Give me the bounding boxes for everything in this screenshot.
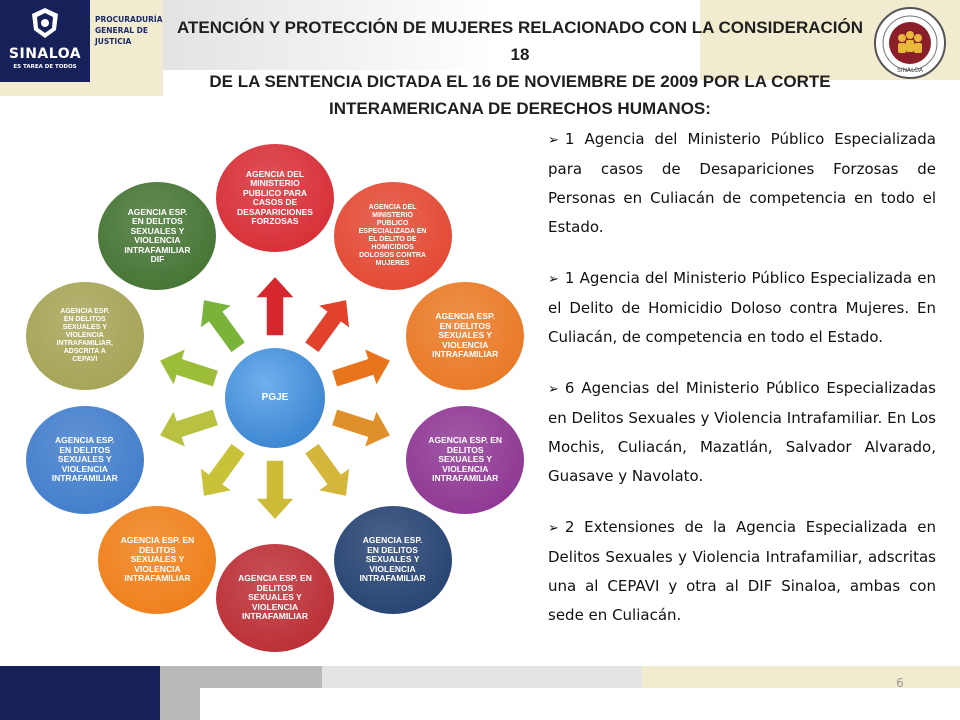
agency-node-label-line: INTRAFAMILIAR (432, 349, 499, 360)
agency-node-2 (334, 182, 452, 290)
agency-node-label (121, 536, 195, 584)
agency-node-label-line: DOLOSOS CONTRA (359, 252, 426, 260)
footer-navy-block (0, 666, 160, 720)
agency-node-label-line: EN DELITOS (63, 316, 106, 324)
agency-node-label-line: CASOS DE (252, 197, 298, 207)
agency-bullet-list (548, 125, 936, 652)
agency-node-label-line: ADSCRITA A (63, 348, 106, 356)
agency-node-label-line: INTRAFAMILIAR, (56, 340, 113, 348)
arrow-9 (159, 348, 219, 387)
seal-text: SINALOA (896, 67, 924, 74)
agency-node-4 (406, 406, 524, 514)
agency-node-label-line: EN DELITOS (132, 216, 183, 227)
agency-node-label-line: VIOLENCIA (61, 463, 108, 474)
agency-node-label-line: AGENCIA DEL (245, 168, 305, 179)
bullet-item-2 (548, 264, 936, 352)
agency-node-label-line: HOMICIDIOS (371, 244, 414, 252)
agency-node-label-line: VIOLENCIA (134, 563, 181, 574)
agency-node-label-line: DELITOS (139, 544, 176, 555)
page-title (168, 14, 872, 122)
arrow-1 (255, 276, 295, 336)
agency-node-label-line: AGENCIA ESP. (435, 311, 495, 322)
agency-node-label (428, 436, 502, 484)
agency-node-label-line: VIOLENCIA (251, 601, 299, 612)
agency-node-label-line: MUJERES (375, 260, 410, 268)
agency-node-label (57, 308, 113, 364)
agency-node-label-line: CEPAVI (72, 356, 98, 364)
agency-node-label-line: FORZOSAS (251, 216, 299, 226)
agency-node-3 (406, 282, 524, 390)
agency-node-label-line: INTRAFAMILIAR (51, 473, 118, 484)
arrow-3 (331, 348, 391, 387)
agency-node-label-line: DIF (150, 254, 165, 265)
agency-node-label (359, 204, 427, 268)
agency-node-label-line: MINISTERIO (372, 212, 413, 220)
arrow-6 (255, 460, 295, 520)
agency-node-label-line: VIOLENCIA (442, 463, 489, 474)
agency-node-label-line: AGENCIA ESP. (362, 535, 423, 546)
org-line-1: PROCURADURÍA (95, 15, 163, 24)
agency-node-label-line: INTRAFAMILIAR (124, 573, 191, 584)
agency-node-label-line: AGENCIA ESP. EN (238, 573, 312, 584)
logo-tagline: ES TAREA DE TODOS (13, 64, 77, 70)
agency-node-6 (216, 544, 334, 652)
sinaloa-logo (0, 0, 90, 82)
org-line-3: JUSTICIA (95, 37, 132, 46)
agency-cycle-diagram (10, 130, 530, 660)
agency-node-label-line: AGENCIA ESP. EN (120, 535, 195, 546)
arrow-bullet-icon: ➢ (548, 521, 559, 536)
agency-node-label-line: MINISTERIO (250, 178, 300, 188)
agency-node-label-line: PUBLICO PARA (242, 187, 308, 198)
agency-node-7 (98, 506, 216, 614)
org-line-2: GENERAL DE (95, 26, 148, 35)
page-number: 6 (896, 676, 904, 690)
agency-node-label-line: SEXUALES Y (62, 324, 107, 332)
logo-name: SINALOA (8, 46, 82, 62)
agency-node-label-line: SEXUALES Y (57, 454, 112, 465)
agency-node-label-line: EN DELITOS (439, 320, 491, 331)
agency-node-1 (216, 144, 334, 252)
organization-name (95, 14, 163, 47)
agency-node-label (238, 574, 312, 622)
agency-node-label-line: SEXUALES Y (365, 554, 420, 565)
agency-node-9 (26, 282, 144, 390)
bullet-text: 2 Extensiones de la Agencia Especializada en Delitos Sexuales y Violencia Intrafamiliar, adscritas una al CEPAVI y otra al DIF Sinaloa, ambas con sede en Culiacán. (548, 518, 936, 624)
agency-node-label-line: EL DELITO DE (368, 236, 417, 244)
arrow-8 (159, 409, 219, 448)
agency-node-label (124, 208, 190, 265)
institution-seal-icon (873, 6, 947, 80)
arrow-bullet-icon: ➢ (548, 382, 559, 397)
footer-bar (0, 666, 960, 720)
agency-node-label (359, 536, 425, 584)
agency-node-8 (26, 406, 144, 514)
agency-node-label-line: INTRAFAMILIAR (359, 573, 426, 584)
arrow-4 (331, 409, 391, 448)
center-node-pgje (225, 348, 325, 448)
agency-node-label-line: SEXUALES Y (438, 330, 493, 341)
bullet-item-1 (548, 125, 936, 242)
agency-node-5 (334, 506, 452, 614)
agency-node-label-line: VIOLENCIA (369, 563, 416, 574)
agency-node-label-line: INTRAFAMILIAR (124, 244, 191, 255)
arrow-5 (304, 443, 350, 497)
agency-node-label-line: AGENCIA ESP. EN (428, 435, 503, 446)
title-line-1: ATENCIÓN Y PROTECCIÓN DE MUJERES RELACIONADO CON LA CONSIDERACIÓN 18 (176, 18, 864, 64)
agency-node-label-line: VIOLENCIA (134, 235, 181, 246)
footer-white-strip (200, 688, 960, 720)
agency-node-label-line: SEXUALES Y (248, 592, 302, 603)
agency-node-label-line: INTRAFAMILIAR (241, 611, 309, 622)
agency-node-label-line: ESPECIALIZADA EN (358, 228, 427, 236)
arrow-7 (200, 443, 246, 497)
agency-node-label-line: AGENCIA ESP. (60, 308, 110, 316)
arrow-10 (200, 299, 246, 353)
agency-node-label-line: PUBLICO (376, 220, 409, 228)
arrow-bullet-icon: ➢ (548, 272, 559, 287)
agency-node-label-line: INTRAFAMILIAR (432, 473, 499, 484)
agency-node-label-line: EN DELITOS (59, 444, 111, 455)
agency-node-label-line: DELITOS (446, 444, 484, 455)
agency-node-label-line: VIOLENCIA (65, 332, 104, 340)
center-node-label: PGJE (261, 392, 289, 404)
agency-node-label (237, 170, 313, 227)
agency-node-label (52, 436, 118, 484)
agency-node-label-line: EN DELITOS (367, 544, 418, 555)
agency-node-10 (98, 182, 216, 290)
arrow-2 (304, 299, 350, 353)
bullet-text: 6 Agencias del Ministerio Público Especializadas en Delitos Sexuales y Violencia Intrafamiliar. En Los Mochis, Culiacán, Mazatlán, Salvador Alvarado, Guasave y Navolato. (548, 379, 936, 485)
header (0, 0, 960, 118)
agency-node-label-line: AGENCIA ESP. (127, 206, 188, 217)
agency-node-label-line: SEXUALES Y (130, 225, 185, 236)
agency-node-label-line: AGENCIA DEL (368, 204, 417, 212)
bullet-item-3 (548, 374, 936, 491)
title-line-3: INTERAMERICANA DE DERECHOS HUMANOS: (329, 99, 711, 118)
agency-node-label-line: SEXUALES Y (438, 454, 493, 465)
bullet-text: 1 Agencia del Ministerio Público Especializada para casos de Desapariciones Forzosas de Personas en Culiacán de competencia en todo el Estado. (548, 130, 936, 236)
agency-node-label-line: AGENCIA ESP. (55, 435, 115, 446)
agency-node-label-line: VIOLENCIA (442, 339, 489, 350)
bullet-item-4 (548, 513, 936, 630)
arrow-bullet-icon: ➢ (548, 133, 559, 148)
agency-node-label-line: DESAPARICIONES (237, 206, 313, 217)
state-emblem-icon (28, 6, 62, 40)
agency-node-label-line: SEXUALES Y (130, 554, 185, 565)
title-line-2: DE LA SENTENCIA DICTADA EL 16 DE NOVIEMBRE DE 2009 POR LA CORTE (209, 72, 831, 91)
bullet-text: 1 Agencia del Ministerio Público Especializada en el Delito de Homicidio Doloso contra Mujeres. En Culiacán, de competencia en todo el Estado. (548, 269, 936, 346)
agency-node-label-line: DELITOS (256, 582, 294, 593)
agency-node-label (432, 312, 498, 360)
